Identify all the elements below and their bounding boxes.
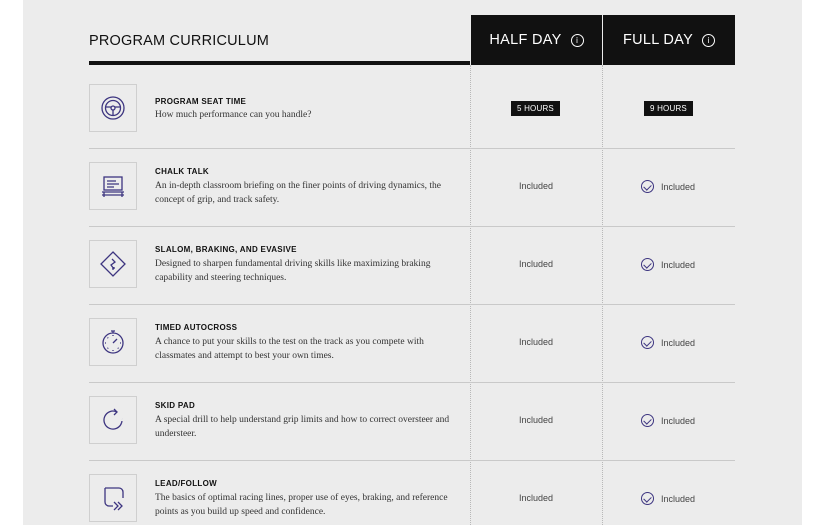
row-title: LEAD/FOLLOW — [155, 479, 217, 488]
included-text: Included — [661, 259, 696, 270]
included-text: Included — [519, 415, 554, 425]
column-divider — [602, 65, 603, 525]
row-divider — [89, 382, 735, 383]
row-title: CHALK TALK — [155, 167, 209, 176]
included-cell — [641, 258, 695, 271]
row-description: A chance to put your skills to the test on the track as you compete with classmates and attempt to best your own times. — [155, 337, 424, 361]
row-title: SLALOM, BRAKING, AND EVASIVE — [155, 245, 297, 254]
included-text: Included — [661, 337, 696, 348]
included-text: Included — [519, 259, 554, 269]
row-divider — [89, 460, 735, 461]
row-description: How much performance can you handle? — [155, 110, 312, 120]
info-icon[interactable]: i — [702, 34, 715, 47]
included-cell — [519, 181, 553, 191]
hours-badge: 5 HOURS — [511, 101, 560, 116]
column-divider — [470, 65, 471, 525]
classroom-board-icon — [89, 162, 137, 210]
check-icon — [641, 492, 654, 505]
steering-wheel-icon — [89, 84, 137, 132]
row-description: An in-depth classroom briefing on the finer points of driving dynamics, the concept of grip, and track safety. — [155, 181, 441, 205]
winding-road-sign-icon — [89, 240, 137, 288]
included-text: Included — [519, 493, 554, 503]
stopwatch-icon — [89, 318, 137, 366]
check-icon — [641, 258, 654, 271]
row-description: Designed to sharpen fundamental driving skills like maximizing braking capability and steering techniques. — [155, 259, 431, 283]
included-cell — [641, 492, 695, 505]
column-half-day — [471, 15, 602, 65]
row-divider — [89, 148, 735, 149]
column-full-day — [603, 15, 735, 65]
row-title: TIMED AUTOCROSS — [155, 323, 238, 332]
hours-badge: 9 HOURS — [644, 101, 693, 116]
circular-arrow-icon — [89, 396, 137, 444]
page-title: PROGRAM CURRICULUM — [89, 33, 270, 49]
check-icon — [641, 336, 654, 349]
included-text: Included — [519, 181, 554, 191]
included-cell — [519, 337, 553, 347]
included-text: Included — [519, 337, 554, 347]
included-text: Included — [661, 181, 696, 192]
row-divider — [89, 226, 735, 227]
row-divider — [89, 304, 735, 305]
included-cell — [519, 415, 553, 425]
included-text: Included — [661, 415, 696, 426]
header-rule — [89, 61, 470, 65]
column-half-day-label: HALF DAY — [489, 32, 562, 48]
row-title: SKID PAD — [155, 401, 196, 410]
included-cell — [519, 493, 553, 503]
check-icon — [641, 414, 654, 427]
included-cell — [641, 180, 695, 193]
included-cell — [519, 259, 553, 269]
row-description: The basics of optimal racing lines, proper use of eyes, braking, and reference points as you build up speed and confidence. — [155, 493, 448, 517]
follow-path-icon — [89, 474, 137, 522]
row-title: PROGRAM SEAT TIME — [155, 97, 247, 106]
row-description: A special drill to help understand grip limits and how to correct oversteer and understeer. — [155, 415, 450, 439]
info-icon[interactable]: i — [571, 34, 584, 47]
included-cell — [641, 414, 695, 427]
check-icon — [641, 180, 654, 193]
included-text: Included — [661, 493, 696, 504]
included-cell — [641, 336, 695, 349]
column-full-day-label: FULL DAY — [622, 32, 694, 48]
